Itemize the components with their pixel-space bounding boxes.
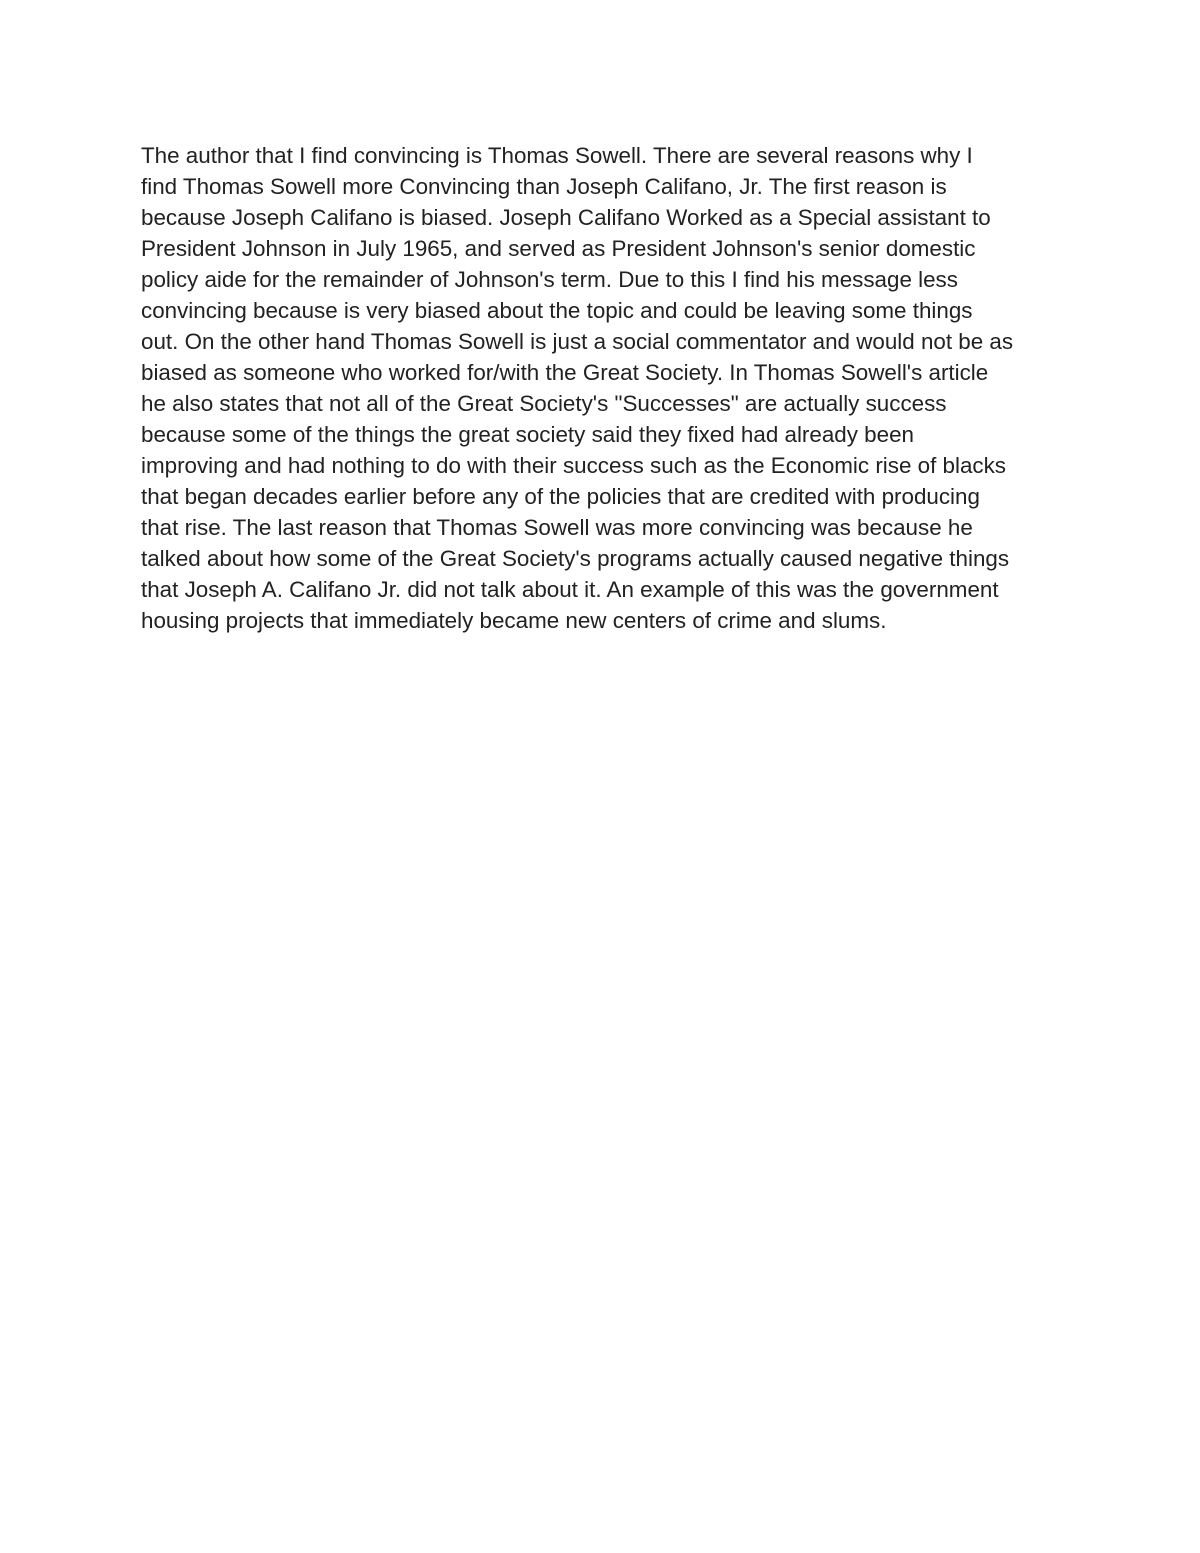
paragraph-line: improving and had nothing to do with their success such as the Economic rise of blacks: [141, 453, 1006, 478]
paragraph-line: policy aide for the remainder of Johnson's term. Due to this I find his message less: [141, 267, 958, 292]
paragraph-line: because some of the things the great society said they fixed had already been: [141, 422, 914, 447]
paragraph-line: that began decades earlier before any of the policies that are credited with producing: [141, 484, 980, 509]
paragraph-line: out. On the other hand Thomas Sowell is just a social commentator and would not be as: [141, 329, 1014, 354]
paragraph-line: he also states that not all of the Great Society's "Successes" are actually success: [141, 391, 947, 416]
paragraph-line: that rise. The last reason that Thomas Sowell was more convincing was because he: [141, 515, 973, 540]
paragraph-line: convincing because is very biased about the topic and could be leaving some things: [141, 298, 973, 323]
paragraph-line: talked about how some of the Great Society's programs actually caused negative things: [141, 546, 1010, 571]
paragraph-line: biased as someone who worked for/with the Great Society. In Thomas Sowell's article: [141, 360, 989, 385]
paragraph-line: The author that I find convincing is Thomas Sowell. There are several reasons why I: [141, 143, 973, 168]
paragraph-line: housing projects that immediately became new centers of crime and slums.: [141, 608, 887, 633]
paragraph-line: President Johnson in July 1965, and served as President Johnson's senior domestic: [141, 236, 976, 261]
paragraph-line: because Joseph Califano is biased. Joseph Califano Worked as a Special assistant to: [141, 205, 991, 230]
paragraph-line: find Thomas Sowell more Convincing than Joseph Califano, Jr. The first reason is: [141, 174, 947, 199]
paragraph-line: that Joseph A. Califano Jr. did not talk about it. An example of this was the government: [141, 577, 999, 602]
body-paragraph: [141, 140, 1101, 636]
